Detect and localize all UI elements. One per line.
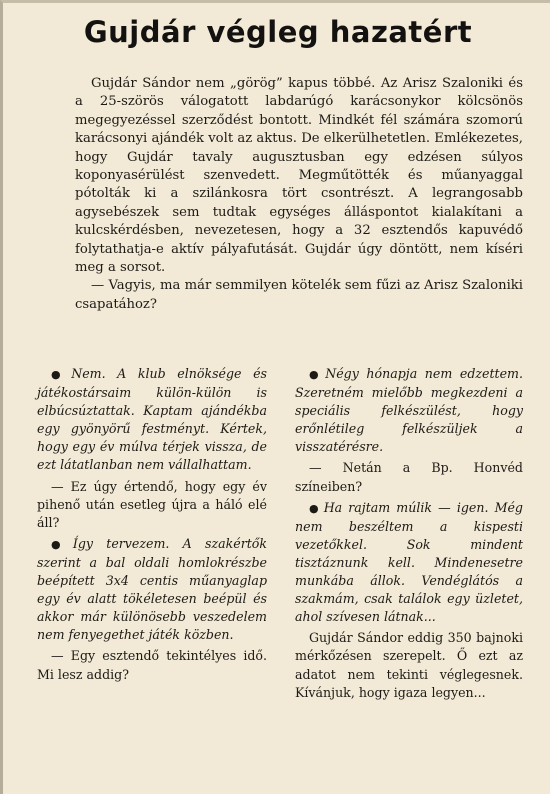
article-lead xyxy=(75,75,523,314)
answer-text: Így tervezem. A szakértők szerint a bal oldali homlokrészbe beépített 3x4 centis műanyaglap egy év alatt tökéletesen beépül és akkor már különösebb veszedelem nem fenyegethet játék közben. xyxy=(37,535,267,643)
answer-text: Ha rajtam múlik — igen. Még nem beszéltem a kispesti vezetőkkel. Sok mindent tisztáznunk kell. Mindenesetre munkába állok. Vendéglátós a szakmám, csak találok egy üzletet, ahol szívesen látnak... xyxy=(295,499,523,625)
paragraph-spacer xyxy=(37,684,267,687)
interview-answer xyxy=(295,365,523,456)
bullet-icon: ● xyxy=(309,368,323,381)
closing-paragraph: Gujdár Sándor eddig 350 bajnoki mérkőzésen szerepelt. Ő ezt az adatot nem tekinti véglegesnek. Kívánjuk, hogy igaza legyen... xyxy=(295,630,523,700)
article-headline: Gujdár végleg hazatért xyxy=(83,15,473,49)
bullet-icon: ● xyxy=(51,368,69,381)
interview-answer xyxy=(295,499,523,627)
answer-text: Nem. A klub elnöksége és játékostársaim külön-külön is elbúcsúztattak. Kaptam ajándékba egy gyönyörű festményt. Kértek, hogy egy év múlva térjek vissza, de ezt látatlanban nem vállalhattam. xyxy=(37,366,267,473)
interview-answer xyxy=(37,535,267,645)
paragraph-spacer xyxy=(295,702,523,705)
answer-text: Négy hónapja nem edzettem. Szeretném mielőbb megkezdeni a speciális felkészülést, hogy erőnlétileg felkészüljek a visszatérésre. xyxy=(295,366,523,455)
right-column xyxy=(295,365,523,705)
left-column xyxy=(37,365,267,687)
bullet-icon: ● xyxy=(309,501,321,515)
interview-question: — Egy esztendő tekintélyes idő. Mi lesz addig? xyxy=(37,648,267,682)
interview-question: — Netán a Bp. Honvéd színeiben? xyxy=(295,460,523,494)
lead-paragraph: Gujdár Sándor nem „görög” kapus többé. Az Arisz Szaloniki és a 25-szörös válogatott labdarúgó karácsonykor kölcsönös megegyezéssel szerződést bontott. Mindkét fél számára szomorú karácsonyi ajándék volt az aktus. De elkerülhetetlen. Emlékezetes, hogy Gujdár tavaly augusztusban egy edzésen súlyos koponyasérülést szenvedett. Megműtötték és műanyaggal pótolták ki a szilánkosra tört csontrészt. A legrangosabb agysebészek sem tudtak egységes álláspontot kialakítani a kulcskérdésben, nevezetesen, hogy a 32 esztendős kapuvédő folytathatja-e aktív pályafutását. Gujdár úgy döntött, nem kíséri meg a sorsot. xyxy=(75,76,523,276)
lead-question: — Vagyis, ma már semmilyen kötelék sem fűzi az Arisz Szaloniki csapatához? xyxy=(75,278,523,312)
interview-question: — Ez úgy értendő, hogy egy év pihenő után esetleg újra a háló elé áll? xyxy=(37,478,267,530)
bullet-icon: ● xyxy=(51,537,70,551)
interview-answer xyxy=(37,365,267,475)
